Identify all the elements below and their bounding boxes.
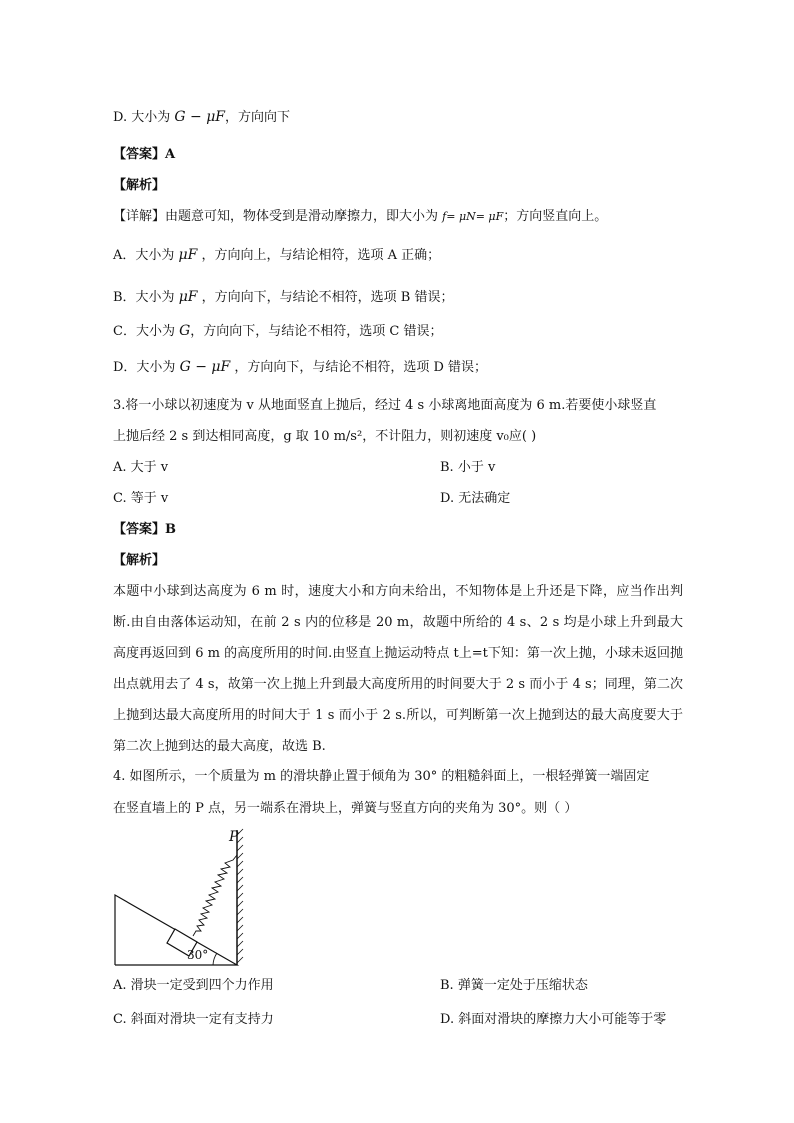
q2-detail-head: 【详解】由题意可知，物体受到是滑动摩擦力，即大小为 xyxy=(113,209,439,224)
q3-answer: 【答案】B xyxy=(113,522,176,537)
q4-stem-line1: 4. 如图所示，一个质量为 m 的滑块静止置于倾角为 30° 的粗糙斜面上，一根轻弹簧一端固定 xyxy=(113,769,650,784)
q4-option-c: C. 斜面对滑块一定有支持力 xyxy=(113,1012,274,1027)
spring xyxy=(193,855,237,936)
q2-answer: 【答案】A xyxy=(113,147,176,162)
q2-analysis-a xyxy=(113,246,440,265)
q3-stem-line1: 3.将一小球以初速度为 v 从地面竖直上抛后，经过 4 s 小球离地面高度为 6 m.若要使小球竖直 xyxy=(113,398,657,413)
q2-detail-tail: ；方向竖直向上。 xyxy=(503,209,608,224)
q3-option-d: D. 无法确定 xyxy=(440,491,511,506)
q3-option-b: B. 小于 v xyxy=(440,460,496,475)
q2-analysis-b xyxy=(113,288,453,307)
q2-analysis-d-suffix: ，方向向下，与结论不相符，选项 D 错误； xyxy=(234,360,488,375)
q2-option-d-math: G − μF xyxy=(174,109,226,125)
q4-option-a: A. 滑块一定受到四个力作用 xyxy=(113,978,274,993)
q3-option-a: A. 大于 v xyxy=(113,460,169,475)
q2-analysis-c-prefix: C．大小为 xyxy=(113,324,175,339)
angle-arc xyxy=(213,953,217,965)
q2-analysis-c xyxy=(113,322,443,341)
q2-detail-math: f= μN= μF xyxy=(442,210,504,223)
label-p: P xyxy=(229,829,239,845)
q2-detail xyxy=(113,208,607,226)
q3-option-c: C. 等于 v xyxy=(113,491,169,506)
q2-analysis-a-suffix: ，方向向上，与结论相符，选项 A 正确； xyxy=(201,248,441,263)
q2-analysis-heading: 【解析】 xyxy=(113,178,166,193)
q2-analysis-d-prefix: D．大小为 xyxy=(113,360,176,375)
q2-option-d xyxy=(113,108,290,127)
q3-explanation: 本题中小球到达高度为 6 m 时，速度大小和方向未给出，不知物体是上升还是下降，应当作出判断.由自由落体运动知，在前 2 s 内的位移是 20 m，故题中所给的 4 s、2 s 均是小球上升到最大高度再返回到 6 m 的高度所用的时间.由竖直上抛运动特点 t上=t下知：第一次上抛，小球未返回抛出点就用去了 4 s，故第一次上抛上升到最大高度所用的时间要大于 2 s 而小于 4 s；同理，第二次上抛到达最大高度所用的时间大于 1 s 而小于 2 s.所以，可判断第一次上抛到达的最大高度要大于第二次上抛到达的最大高度，故选 B. xyxy=(113,584,683,754)
q2-option-d-prefix: D. 大小为 xyxy=(113,110,171,125)
q2-analysis-d-math: G − μF xyxy=(179,359,231,375)
label-angle: 30° xyxy=(187,948,209,962)
q2-option-d-suffix: ，方向向下 xyxy=(225,110,291,125)
q2-analysis-c-math: G xyxy=(179,323,191,339)
q2-analysis-d xyxy=(113,358,487,377)
q2-analysis-a-math: μF xyxy=(178,247,198,263)
q3-analysis-heading: 【解析】 xyxy=(113,553,166,568)
q3-stem-line2: 上抛后经 2 s 到达相同高度，g 取 10 m/s²，不计阻力，则初速度 v₀应( ) xyxy=(113,429,537,444)
q2-analysis-c-suffix: ，方向向下，与结论不相符，选项 C 错误； xyxy=(190,324,443,339)
q4-stem-line2: 在竖直墙上的 P 点，另一端系在滑块上，弹簧与竖直方向的夹角为 30°。则（ ） xyxy=(113,801,578,816)
q4-option-b: B. 弹簧一定处于压缩状态 xyxy=(440,978,588,993)
wall-hatching xyxy=(237,829,243,963)
q2-analysis-b-suffix: ，方向向下，与结论不相符，选项 B 错误； xyxy=(201,290,454,305)
q2-analysis-b-math: μF xyxy=(178,289,198,305)
q2-analysis-b-prefix: B．大小为 xyxy=(113,290,175,305)
incline-spring-figure xyxy=(113,825,253,985)
q2-analysis-a-prefix: A．大小为 xyxy=(113,248,175,263)
q4-option-d: D. 斜面对滑块的摩擦力大小可能等于零 xyxy=(440,1012,667,1027)
